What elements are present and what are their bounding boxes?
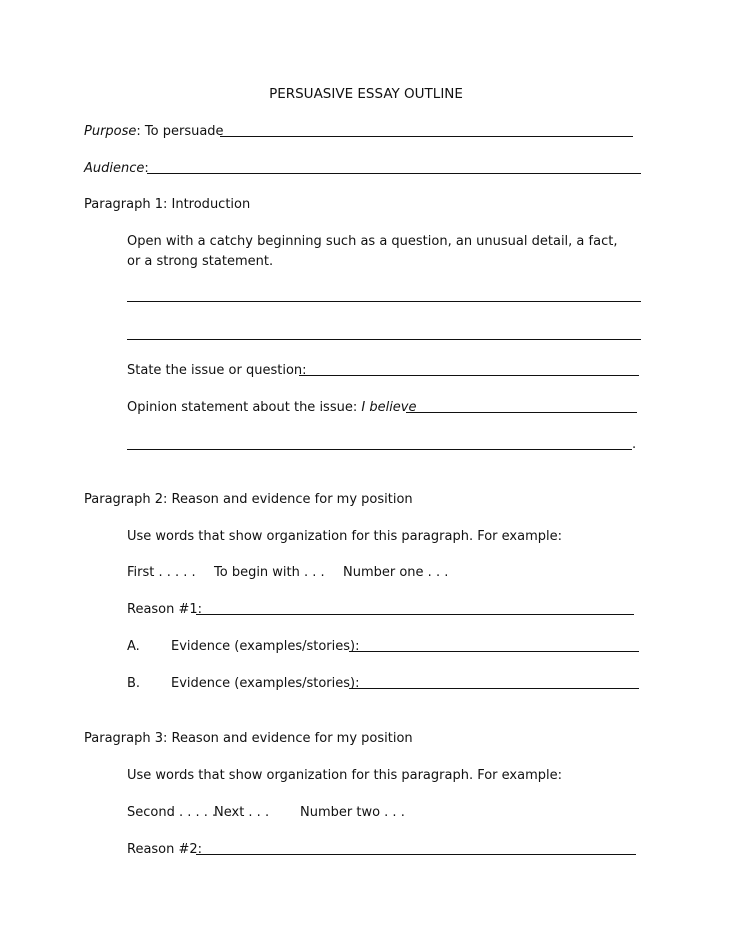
evidence-b-blank[interactable] [349, 688, 639, 689]
paragraph2-example-3: Number one . . . [343, 565, 449, 580]
paragraph1-instruction: Open with a catchy beginning such as a question, an unusual detail, a fact, or a strong statement. [127, 234, 618, 269]
paragraph2-instruction: Use words that show organization for this paragraph. For example: [127, 529, 562, 544]
opinion-italic: I believe [361, 400, 417, 415]
evidence-b-letter: B. [127, 676, 141, 691]
purpose-blank[interactable] [220, 136, 633, 137]
hook-blank-2[interactable] [127, 339, 641, 340]
opinion-blank[interactable] [406, 412, 637, 413]
paragraph2-example-1: First . . . . . [127, 565, 196, 580]
issue-label: State the issue or question: [127, 363, 307, 378]
reason2-label: Reason #2: [127, 842, 203, 857]
evidence-a-letter: A. [127, 639, 140, 654]
purpose-line [84, 124, 224, 140]
paragraph2-example-2: To begin with . . . [214, 565, 325, 580]
paragraph3-instruction: Use words that show organization for this paragraph. For example: [127, 768, 562, 783]
purpose-label: Purpose [84, 124, 137, 139]
evidence-a-label: Evidence (examples/stories): [171, 639, 360, 654]
paragraph3-example-3: Number two . . . [300, 805, 405, 820]
paragraph1-heading: Paragraph 1: Introduction [84, 197, 251, 212]
reason2-blank[interactable] [196, 854, 636, 855]
audience-line [84, 161, 149, 177]
paragraph3-heading: Paragraph 3: Reason and evidence for my position [84, 731, 413, 746]
evidence-a-blank[interactable] [349, 651, 639, 652]
audience-text: : [144, 161, 149, 176]
audience-blank[interactable] [147, 173, 641, 174]
opinion-line [127, 400, 417, 416]
reason1-label: Reason #1: [127, 602, 203, 617]
hook-blank-1[interactable] [127, 301, 641, 302]
opinion-period: . [632, 437, 637, 452]
issue-blank[interactable] [299, 375, 639, 376]
opinion-blank-2[interactable] [127, 449, 632, 450]
paragraph2-heading: Paragraph 2: Reason and evidence for my position [84, 492, 413, 507]
paragraph3-example-2: Next . . . [214, 805, 270, 820]
page-title: PERSUASIVE ESSAY OUTLINE [269, 86, 463, 102]
paragraph3-example-1: Second . . . . . [127, 805, 217, 820]
purpose-text: : To persuade [136, 124, 224, 139]
audience-label: Audience [84, 161, 145, 176]
opinion-label: Opinion statement about the issue: [127, 400, 362, 415]
evidence-b-label: Evidence (examples/stories): [171, 676, 360, 691]
reason1-blank[interactable] [196, 614, 634, 615]
